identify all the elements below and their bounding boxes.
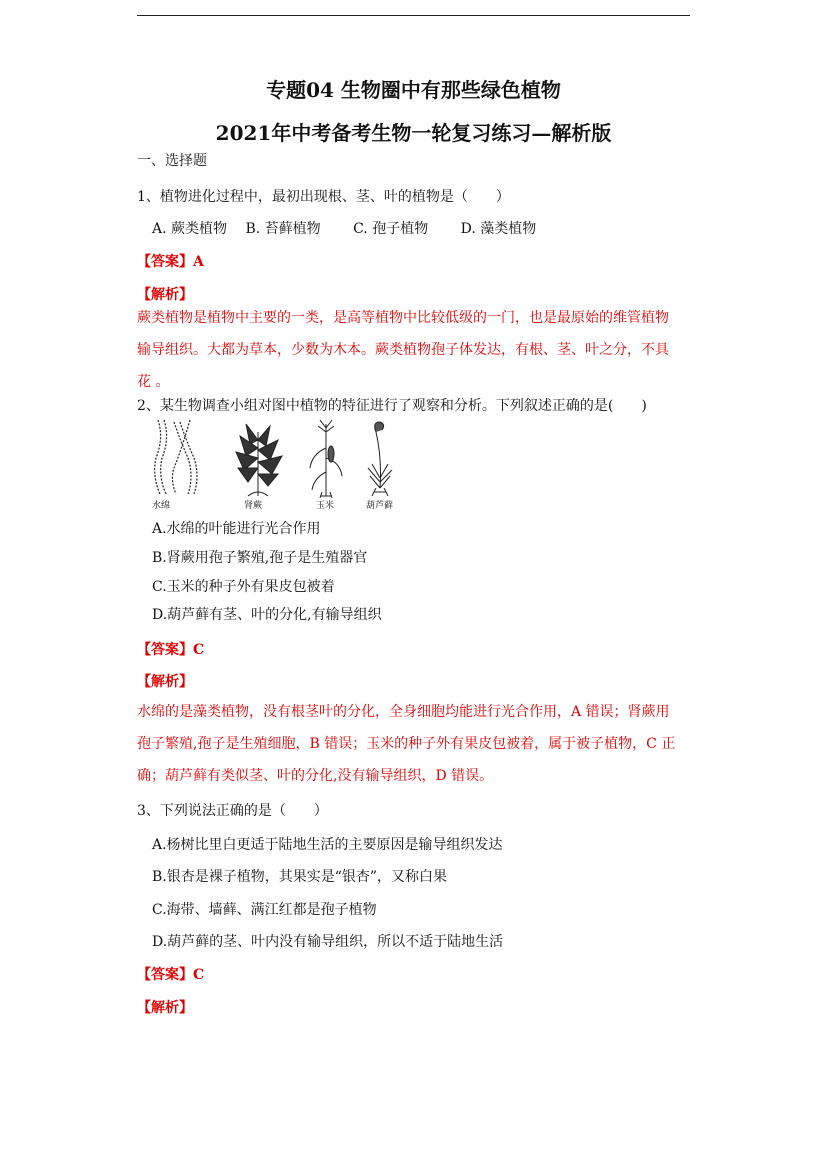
q2-analysis-label: 【解析】 [137,674,193,690]
q2-analysis-line: 水绵的是藻类植物，没有根茎叶的分化，全身细胞均能进行光合作用，A 错误；肾蕨用 [137,704,670,720]
q2-option-b: B.肾蕨用孢子繁殖,孢子是生殖器官 [152,550,368,566]
q1-analysis-line: 输导组织。大都为草本，少数为木本。蕨类植物孢子体发达，有根、茎、叶之分，不具 [137,342,669,358]
q1-analysis-line: 花 。 [137,374,170,390]
q1-analysis-line: 蕨类植物是植物中主要的一类，是高等植物中比较低级的一门，也是最原始的维管植物 [137,310,669,326]
section-heading: 一、选择题 [137,153,207,169]
corn-drawing [310,420,342,498]
figure-label-corn: 玉米 [316,501,335,511]
fern-drawing [236,424,282,496]
q2-option-d: D.葫芦藓有茎、叶的分化,有输导组织 [152,607,382,623]
q2-analysis [137,696,693,792]
q2-analysis-line: 确；葫芦藓有类似茎、叶的分化,没有输导组织，D 错误。 [137,768,494,784]
q1-answer-label: 【答案】 [137,254,193,270]
figure-label-moss: 葫芦藓 [366,501,394,511]
q3-option-c: C.海带、墙藓、满江红都是孢子植物 [152,902,377,918]
q2-analysis-line: 孢子繁殖,孢子是生殖细胞，B 错误；玉米的种子外有果皮包被着，属于被子植物，C 正 [137,736,676,752]
moss-drawing [368,422,392,496]
q3-option-d: D.葫芦藓的茎、叶内没有输导组织，所以不适于陆地生活 [152,934,504,950]
q3-answer [137,964,204,984]
document-subtitle: 2021年中考备考生物一轮复习练习—解析版 [215,121,612,145]
q2-option-c: C.玉米的种子外有果皮包被着 [152,579,335,595]
q2-stem: 2、某生物调查小组对图中植物的特征进行了观察和分析。下列叙述正确的是( ) [137,398,647,414]
q3-option-b: B.银杏是裸子植物，其果实是“银杏”，又称白果 [152,869,448,885]
figure-label-fern: 肾蕨 [244,501,263,511]
q1-stem: 1、植物进化过程中，最初出现根、茎、叶的植物是（ ） [137,189,510,205]
q2-option-a: A.水绵的叶能进行光合作用 [152,521,321,537]
q3-answer-value: C [193,967,205,983]
q3-stem: 3、下列说法正确的是（ ） [137,803,328,819]
q1-answer [137,251,204,271]
q1-answer-value: A [193,254,204,270]
plant-illustrations [150,418,400,498]
q1-analysis [137,302,693,398]
document-title: 专题04 生物圈中有那些绿色植物 [266,78,561,102]
q3-option-a: A.杨树比里白更适于陆地生活的主要原因是输导组织发达 [152,837,503,853]
q2-answer-value: C [193,642,205,658]
q3-answer-label: 【答案】 [137,967,193,983]
q3-analysis-label: 【解析】 [137,1000,193,1016]
q2-answer [137,639,204,659]
spirogyra-drawing [155,420,197,494]
plant-figure [150,418,400,510]
figure-label-spirogyra: 水绵 [152,501,171,511]
q1-options: A. 蕨类植物 B. 苔藓植物 C. 孢子植物 D. 藻类植物 [152,221,537,237]
q2-answer-label: 【答案】 [137,642,193,658]
header-rule [137,15,690,16]
q1-analysis-label: 【解析】 [137,287,193,303]
